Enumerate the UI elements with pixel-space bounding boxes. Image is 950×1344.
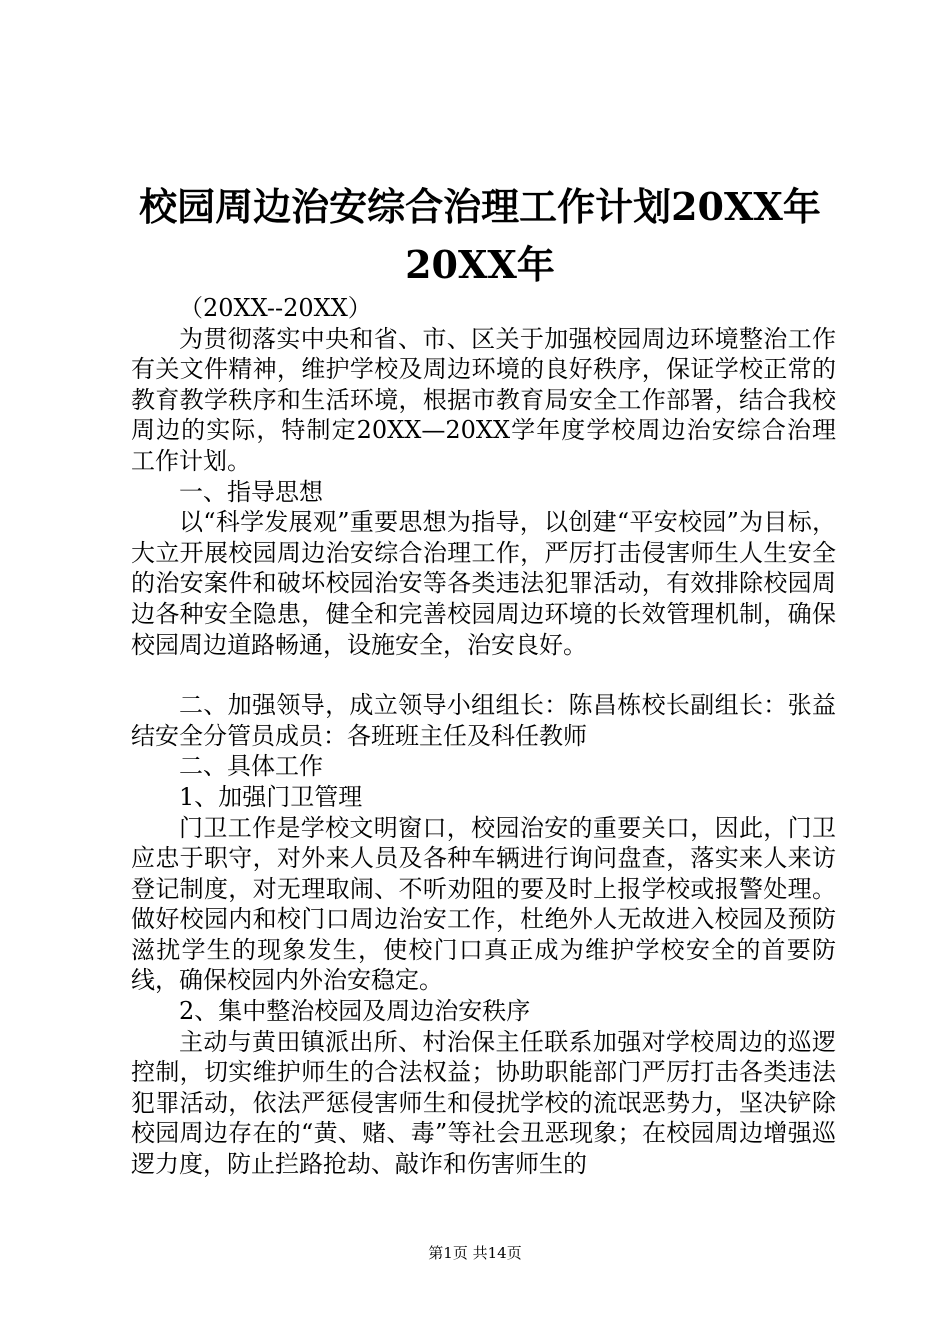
paragraph-gate-management: 门卫工作是学校文明窗口，校园治安的重要关口，因此，门卫应忠于职守，对外来人员及各种车辆进行询问盘查，落实来人来访登记制度，对无理取闹、不听劝阻的要及时上报学校或报警处理。做好校园内和校门口周边治安工作，杜绝外人无故进入校园及预防滋扰学生的现象发生，使校门口真正成为维护学校安全的首要防线，确保校园内外治安稳定。 — [131, 813, 836, 995]
paragraph-guiding-ideology: 以“科学发展观”重要思想为指导，以创建“平安校园”为目标，大立开展校园周边治安综合治理工作，严厉打击侵害师生人生安全的治安案件和破坏校园治安等各类违法犯罪活动，有效排除校园周边各种安全隐患，健全和完善校园周边环境的长效管理机制，确保校园周边道路畅通，设施安全，治安良好。 — [131, 508, 836, 659]
paragraph-intro: 为贯彻落实中央和省、市、区关于加强校园周边环境整治工作有关文件精神，维护学校及周边环境的良好秩序，保证学校正常的教育教学秩序和生活环境，根据市教育局安全工作部署，结合我校周边的实际，特制定20XX—20XX学年度学校周边治安综合治理工作计划。 — [131, 324, 836, 475]
document-body — [131, 293, 836, 1180]
paragraph-date-range: （20XX--20XX） — [179, 294, 372, 322]
heading-gate-management: 1、加强门卫管理 — [179, 782, 363, 811]
document-title: 校园周边治安综合治理工作计划20XX年20XX年 — [139, 184, 821, 287]
paragraph-public-order: 主动与黄田镇派出所、村治保主任联系加强对学校周边的巡逻控制，切实维护师生的合法权益；协助职能部门严厉打击各类违法犯罪活动，依法严惩侵害师生和侵扰学校的流氓恶势力，坚决铲除校园周边存在的“黄、赌、毒”等社会丑恶现象；在校园周边增强巡逻力度，防止拦路抢劫、敲诈和伤害师生的 — [131, 1027, 836, 1179]
heading-guiding-ideology: 一、指导思想 — [179, 477, 323, 506]
page-footer: 第1页 共14页 — [428, 1244, 522, 1262]
paragraph-leadership: 二、加强领导，成立领导小组组长：陈昌栋校长副组长：张益结安全分管员成员：各班班主任及科任教师 — [131, 691, 836, 750]
heading-public-order: 2、集中整治校园及周边治安秩序 — [179, 997, 531, 1026]
heading-specific-work: 二、具体工作 — [179, 752, 323, 781]
